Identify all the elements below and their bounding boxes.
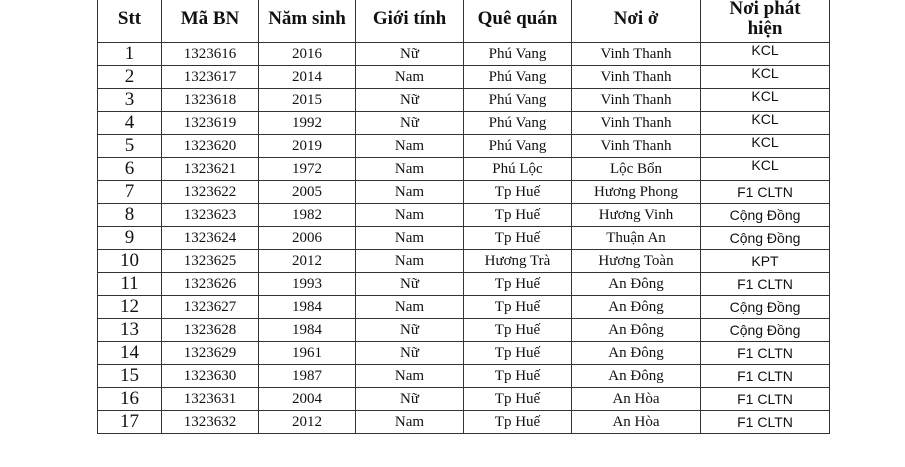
cell-gioi-tinh: Nam <box>356 411 464 434</box>
cell-noi-o: Hương Vinh <box>572 204 701 227</box>
cell-gioi-tinh: Nữ <box>356 388 464 411</box>
cell-que-quan: Tp Huế <box>464 204 572 227</box>
cell-ma-bn: 1323625 <box>162 250 259 273</box>
cell-stt: 7 <box>98 181 162 204</box>
cell-noi-o: Vinh Thanh <box>572 89 701 112</box>
table-body <box>98 43 830 434</box>
cell-gioi-tinh: Nam <box>356 227 464 250</box>
cell-stt: 17 <box>98 411 162 434</box>
cell-ma-bn: 1323620 <box>162 135 259 158</box>
cell-ma-bn: 1323622 <box>162 181 259 204</box>
cell-nam-sinh: 2006 <box>259 227 356 250</box>
cell-noi-phat-hien: KCL <box>701 66 830 89</box>
cell-que-quan: Phú Vang <box>464 89 572 112</box>
table-row <box>98 112 830 135</box>
cell-ma-bn: 1323618 <box>162 89 259 112</box>
cell-noi-phat-hien: F1 CLTN <box>701 365 830 388</box>
cell-ma-bn: 1323631 <box>162 388 259 411</box>
cell-noi-phat-hien: KCL <box>701 158 830 181</box>
cell-que-quan: Tp Huế <box>464 365 572 388</box>
table-row <box>98 388 830 411</box>
cell-stt: 14 <box>98 342 162 365</box>
cell-stt: 3 <box>98 89 162 112</box>
cell-stt: 8 <box>98 204 162 227</box>
cell-que-quan: Phú Vang <box>464 112 572 135</box>
cell-nam-sinh: 1982 <box>259 204 356 227</box>
table-row <box>98 319 830 342</box>
cell-nam-sinh: 2014 <box>259 66 356 89</box>
cell-stt: 4 <box>98 112 162 135</box>
cell-gioi-tinh: Nữ <box>356 112 464 135</box>
patient-table <box>97 0 830 434</box>
table-row <box>98 342 830 365</box>
cell-ma-bn: 1323626 <box>162 273 259 296</box>
cell-stt: 16 <box>98 388 162 411</box>
cell-ma-bn: 1323616 <box>162 43 259 66</box>
cell-stt: 11 <box>98 273 162 296</box>
header-noi-o: Nơi ở <box>572 0 701 43</box>
cell-noi-phat-hien: KCL <box>701 112 830 135</box>
table-row <box>98 43 830 66</box>
cell-gioi-tinh: Nam <box>356 181 464 204</box>
cell-nam-sinh: 2012 <box>259 250 356 273</box>
cell-que-quan: Phú Vang <box>464 135 572 158</box>
cell-que-quan: Tp Huế <box>464 342 572 365</box>
cell-que-quan: Tp Huế <box>464 227 572 250</box>
cell-ma-bn: 1323629 <box>162 342 259 365</box>
cell-noi-phat-hien: F1 CLTN <box>701 342 830 365</box>
cell-noi-phat-hien: KCL <box>701 135 830 158</box>
table-row <box>98 135 830 158</box>
cell-nam-sinh: 1987 <box>259 365 356 388</box>
cell-noi-o: Hương Toàn <box>572 250 701 273</box>
table-row <box>98 250 830 273</box>
cell-noi-o: Hương Phong <box>572 181 701 204</box>
header-nam-sinh: Năm sinh <box>259 0 356 43</box>
table-row <box>98 158 830 181</box>
cell-ma-bn: 1323617 <box>162 66 259 89</box>
cell-noi-o: Lộc Bổn <box>572 158 701 181</box>
cell-ma-bn: 1323624 <box>162 227 259 250</box>
cell-gioi-tinh: Nữ <box>356 273 464 296</box>
cell-noi-o: An Đông <box>572 365 701 388</box>
cell-gioi-tinh: Nữ <box>356 319 464 342</box>
cell-ma-bn: 1323621 <box>162 158 259 181</box>
cell-nam-sinh: 2004 <box>259 388 356 411</box>
cell-nam-sinh: 1984 <box>259 296 356 319</box>
table-row <box>98 227 830 250</box>
cell-ma-bn: 1323630 <box>162 365 259 388</box>
header-ma-bn: Mã BN <box>162 0 259 43</box>
cell-ma-bn: 1323623 <box>162 204 259 227</box>
cell-nam-sinh: 1984 <box>259 319 356 342</box>
cell-nam-sinh: 1992 <box>259 112 356 135</box>
cell-nam-sinh: 1961 <box>259 342 356 365</box>
cell-gioi-tinh: Nam <box>356 204 464 227</box>
cell-que-quan: Tp Huế <box>464 181 572 204</box>
table-row <box>98 181 830 204</box>
cell-noi-phat-hien: F1 CLTN <box>701 273 830 296</box>
cell-gioi-tinh: Nữ <box>356 89 464 112</box>
cell-noi-o: An Hòa <box>572 388 701 411</box>
header-row <box>98 0 830 43</box>
cell-noi-o: Vinh Thanh <box>572 135 701 158</box>
cell-ma-bn: 1323632 <box>162 411 259 434</box>
cell-gioi-tinh: Nam <box>356 296 464 319</box>
cell-stt: 15 <box>98 365 162 388</box>
cell-gioi-tinh: Nam <box>356 158 464 181</box>
cell-stt: 13 <box>98 319 162 342</box>
table-row <box>98 273 830 296</box>
cell-nam-sinh: 2005 <box>259 181 356 204</box>
header-que-quan: Quê quán <box>464 0 572 43</box>
cell-que-quan: Hương Trà <box>464 250 572 273</box>
table-row <box>98 204 830 227</box>
cell-ma-bn: 1323619 <box>162 112 259 135</box>
cell-noi-phat-hien: Cộng Đồng <box>701 227 830 250</box>
cell-gioi-tinh: Nữ <box>356 43 464 66</box>
cell-nam-sinh: 2012 <box>259 411 356 434</box>
cell-gioi-tinh: Nam <box>356 250 464 273</box>
cell-noi-phat-hien: Cộng Đồng <box>701 319 830 342</box>
cell-noi-o: Vinh Thanh <box>572 112 701 135</box>
cell-noi-phat-hien: KPT <box>701 250 830 273</box>
table-row <box>98 66 830 89</box>
cell-stt: 5 <box>98 135 162 158</box>
cell-noi-o: Vinh Thanh <box>572 43 701 66</box>
cell-noi-o: Vinh Thanh <box>572 66 701 89</box>
table-row <box>98 89 830 112</box>
cell-noi-phat-hien: F1 CLTN <box>701 388 830 411</box>
cell-noi-o: An Đông <box>572 273 701 296</box>
cell-nam-sinh: 2015 <box>259 89 356 112</box>
cell-noi-phat-hien: F1 CLTN <box>701 181 830 204</box>
cell-noi-phat-hien: KCL <box>701 43 830 66</box>
cell-noi-phat-hien: KCL <box>701 89 830 112</box>
cell-noi-o: An Đông <box>572 296 701 319</box>
cell-que-quan: Tp Huế <box>464 388 572 411</box>
cell-noi-o: An Đông <box>572 319 701 342</box>
table-row <box>98 411 830 434</box>
header-stt: Stt <box>98 0 162 43</box>
cell-ma-bn: 1323628 <box>162 319 259 342</box>
cell-stt: 2 <box>98 66 162 89</box>
cell-nam-sinh: 1993 <box>259 273 356 296</box>
cell-que-quan: Phú Vang <box>464 66 572 89</box>
cell-noi-o: Thuận An <box>572 227 701 250</box>
cell-gioi-tinh: Nam <box>356 66 464 89</box>
table-row <box>98 296 830 319</box>
cell-que-quan: Phú Lộc <box>464 158 572 181</box>
cell-stt: 10 <box>98 250 162 273</box>
cell-gioi-tinh: Nữ <box>356 342 464 365</box>
cell-gioi-tinh: Nam <box>356 135 464 158</box>
cell-stt: 6 <box>98 158 162 181</box>
cell-noi-phat-hien: Cộng Đồng <box>701 296 830 319</box>
cell-que-quan: Tp Huế <box>464 273 572 296</box>
cell-noi-o: An Đông <box>572 342 701 365</box>
cell-que-quan: Tp Huế <box>464 411 572 434</box>
cell-stt: 12 <box>98 296 162 319</box>
cell-que-quan: Phú Vang <box>464 43 572 66</box>
cell-nam-sinh: 2019 <box>259 135 356 158</box>
header-gioi-tinh: Giới tính <box>356 0 464 43</box>
cell-gioi-tinh: Nam <box>356 365 464 388</box>
cell-stt: 1 <box>98 43 162 66</box>
cell-nam-sinh: 1972 <box>259 158 356 181</box>
cell-noi-phat-hien: F1 CLTN <box>701 411 830 434</box>
table-row <box>98 365 830 388</box>
cell-noi-o: An Hòa <box>572 411 701 434</box>
cell-stt: 9 <box>98 227 162 250</box>
cell-ma-bn: 1323627 <box>162 296 259 319</box>
cell-noi-phat-hien: Cộng Đồng <box>701 204 830 227</box>
cell-que-quan: Tp Huế <box>464 296 572 319</box>
cell-que-quan: Tp Huế <box>464 319 572 342</box>
cell-nam-sinh: 2016 <box>259 43 356 66</box>
header-noi-phat-hien: Nơi phát hiện <box>701 0 830 43</box>
